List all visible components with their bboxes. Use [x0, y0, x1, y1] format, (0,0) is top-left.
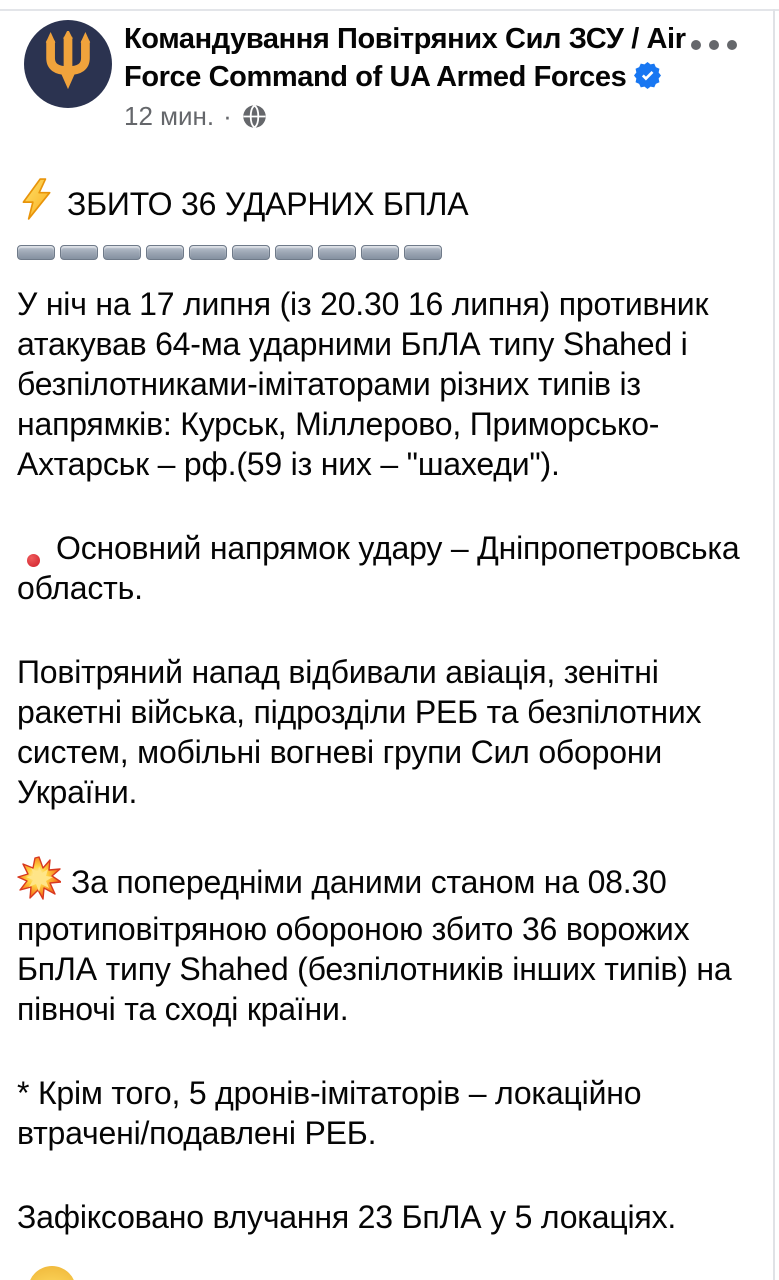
divider-segment: [318, 245, 356, 260]
red-exclamation-icon: [27, 549, 40, 567]
divider-segment: [189, 245, 227, 260]
divider-segment: [17, 245, 55, 260]
top-divider-line: [0, 9, 779, 11]
divider-segment: [404, 245, 442, 260]
right-border-line: [773, 9, 775, 1280]
lightning-bolt-icon: [17, 178, 55, 229]
headline-text: ЗБИТО 36 УДАРНИХ БПЛА: [67, 185, 469, 222]
air-force-trident-emblem-icon: [39, 31, 97, 98]
post-paragraph: [17, 856, 759, 1029]
post-paragraph: [17, 1197, 759, 1237]
page-name-text: Командування Повітряних Сил ЗСУ / Air Force Command of UA Armed Forces: [124, 23, 686, 93]
page-name[interactable]: [124, 20, 724, 96]
timestamp: 12 мин.: [124, 101, 215, 131]
post-options-button[interactable]: [683, 32, 745, 58]
divider-line: [17, 245, 759, 260]
post-body: [17, 178, 759, 1280]
divider-segment: [232, 245, 270, 260]
post-paragraph: [17, 284, 759, 484]
post-meta[interactable]: [124, 101, 724, 132]
globe-icon: [241, 103, 268, 130]
post-paragraph: [17, 528, 759, 608]
paragraph-text: * Крім того, 5 дронів-імітаторів – локаційно втрачені/подавлені РЕБ.: [17, 1075, 642, 1151]
ellipsis-dot: [727, 40, 737, 50]
paragraph-text: Повітряний напад відбивали авіація, зенітні ракетні війська, підрозділи РЕБ та безпілотних систем, мобільні вогневі групи Сил оборони України.: [17, 654, 702, 810]
ellipsis-dot: [709, 40, 719, 50]
divider-segment: [146, 245, 184, 260]
divider-segment: [60, 245, 98, 260]
post-headline: [17, 178, 759, 229]
paragraph-text: Основний напрямок удару – Дніпропетровська область.: [17, 530, 740, 606]
collision-burst-icon: [17, 856, 61, 909]
divider-segment: [275, 245, 313, 260]
divider-segment: [103, 245, 141, 260]
post-header: [24, 20, 724, 132]
paragraph-text: За попередніми даними станом на 08.30 протиповітряною обороною збито 36 ворожих БпЛА типу Shahed (безпілотників інших типів) на півночі та сході країни.: [17, 864, 732, 1027]
paragraph-text: У ніч на 17 липня (із 20.30 16 липня) противник атакував 64-ма ударними БпЛА типу Shahed і безпілотниками-імітаторами різних типів із напрямків: Курськ, Міллерово, Приморсько-Ахтарськ – рф.(59 із них – "шахеди").: [17, 286, 709, 482]
meta-dot-separator: ·: [223, 101, 232, 131]
divider-segment: [361, 245, 399, 260]
verified-badge-icon: [634, 61, 661, 88]
post-paragraph: [17, 1073, 759, 1153]
ellipsis-dot: [691, 40, 701, 50]
paragraph-text: Зафіксовано влучання 23 БпЛА у 5 локаціях.: [17, 1199, 677, 1235]
header-text-block: [124, 20, 724, 132]
post-paragraph: [17, 652, 759, 812]
avatar[interactable]: [24, 20, 112, 108]
